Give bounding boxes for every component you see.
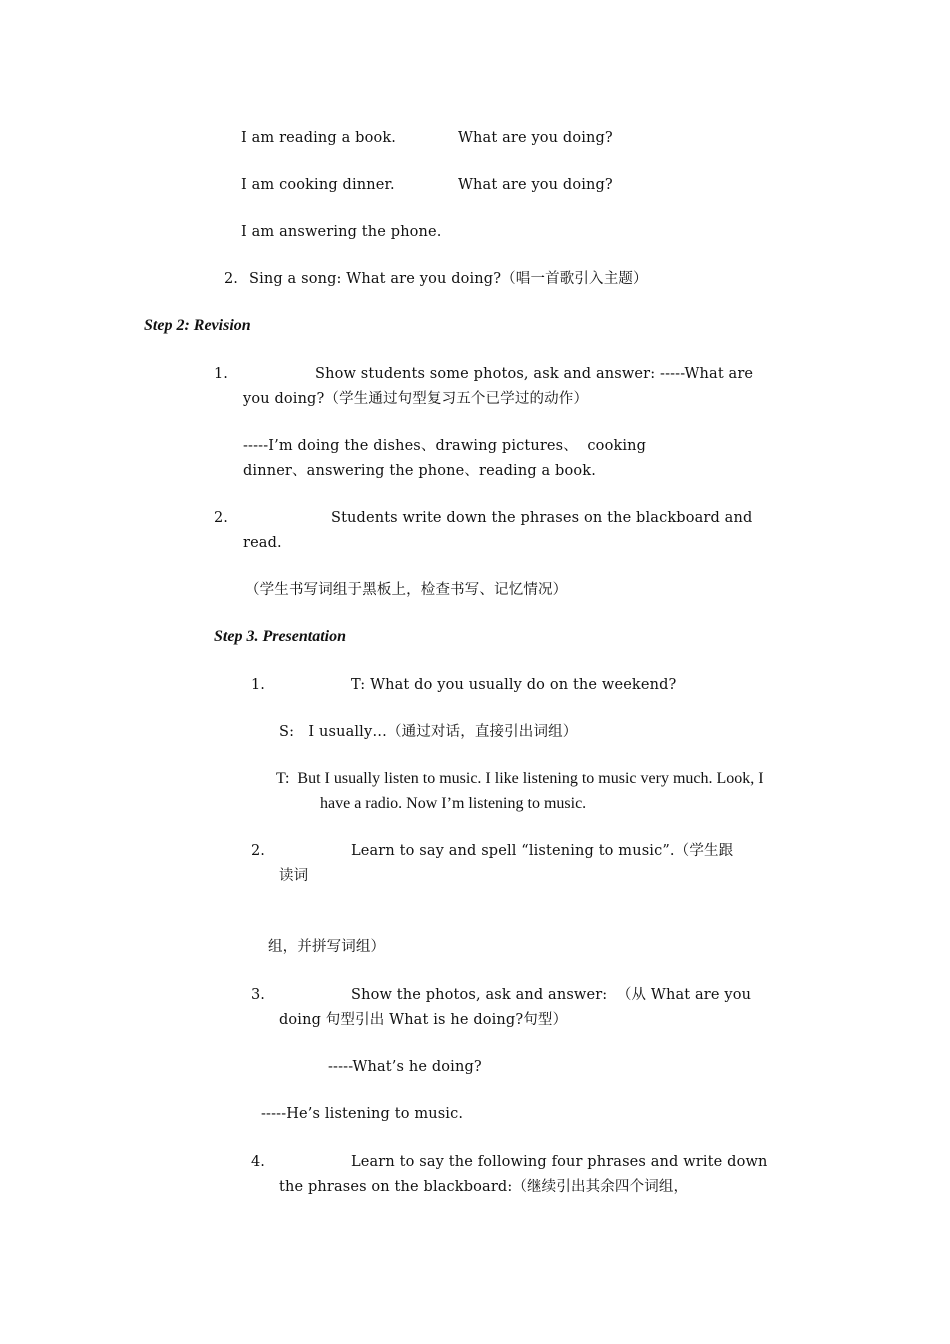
intro-line-2-b: What are you doing? xyxy=(458,177,613,193)
step2-item-2-line-2: read. xyxy=(243,535,282,551)
step3-item-1-number: 1. xyxy=(251,677,265,693)
intro-line-1-b: What are you doing? xyxy=(458,130,613,146)
step2-item-2-number: 2. xyxy=(214,510,228,526)
step3-item-2-number: 2. xyxy=(251,843,265,859)
intro-item-2-text: Sing a song: What are you doing?（唱一首歌引入主题） xyxy=(249,271,648,287)
step3-answer-line: -----He’s listening to music. xyxy=(261,1106,464,1122)
step3-t-line-2: have a radio. Now I’m listening to music. xyxy=(320,795,587,812)
step2-item-1-line-2: you doing?（学生通过句型复习五个已学过的动作） xyxy=(243,391,589,407)
step2-item-2-line-1: Students write down the phrases on the blackboard and xyxy=(331,510,753,526)
step2-item-1-line-1: Show students some photos, ask and answer: -----What are xyxy=(315,366,754,382)
step3-heading: Step 3. Presentation xyxy=(214,628,347,645)
step3-item-3-number: 3. xyxy=(251,987,265,1003)
step3-item-4-line-1: Learn to say the following four phrases and write down xyxy=(351,1154,768,1170)
step3-s-line: S: I usually…（通过对话，直接引出词组） xyxy=(279,724,578,740)
step3-item-2-line-3: 组，并拼写词组） xyxy=(268,939,386,955)
step2-answer-line-1: -----I’m doing the dishes、drawing pictures、 cooking xyxy=(243,438,647,454)
intro-line-1-a: I am reading a book. xyxy=(241,130,397,146)
step2-note: （学生书写词组于黑板上，检查书写、记忆情况） xyxy=(245,582,568,598)
step3-item-1-text: T: What do you usually do on the weekend? xyxy=(351,677,677,693)
step3-item-4-number: 4. xyxy=(251,1154,265,1170)
step3-item-2-line-2: 读词 xyxy=(279,868,309,884)
step2-answer-line-2: dinner、answering the phone、reading a book. xyxy=(243,463,596,479)
step3-item-2-line-1: Learn to say and spell “listening to music”.（学生跟 xyxy=(351,843,734,859)
step3-item-3-line-2: doing 句型引出 What is he doing?句型） xyxy=(279,1012,568,1028)
step3-item-4-line-2: the phrases on the blackboard:（继续引出其余四个词组， xyxy=(279,1179,689,1195)
intro-item-2-number: 2. xyxy=(224,271,238,287)
intro-line-3: I am answering the phone. xyxy=(241,224,442,240)
step2-heading: Step 2: Revision xyxy=(144,317,251,334)
intro-line-2-a: I am cooking dinner. xyxy=(241,177,395,193)
step3-item-3-line-1: Show the photos, ask and answer: （从 What are you xyxy=(351,987,752,1003)
step2-item-1-number: 1. xyxy=(214,366,228,382)
step3-t-line-1: T: But I usually listen to music. I like listening to music very much. Look, I xyxy=(276,770,764,787)
step3-question-line: -----What’s he doing? xyxy=(328,1059,482,1075)
